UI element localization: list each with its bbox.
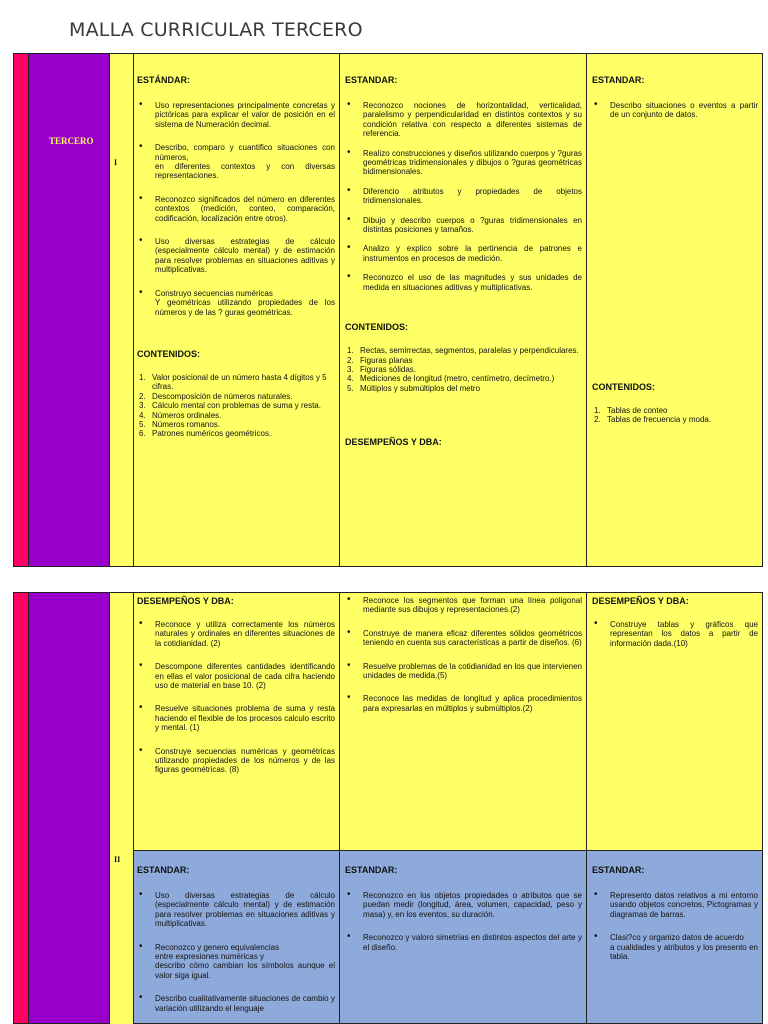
list-item: • Uso diversas estrategias de cálculo (especialmente cálculo mental) y de estimación para resolver problemas en situaciones aditivas y multiplicativas. [137,891,335,929]
list-item: • Descompone diferentes cantidades identificando en ellas el valor posicional de cada cifra haciendo uso de material en base 10. (2) [137,662,335,690]
standards-list [345,891,582,952]
list-item: 6. Patrones numéricos geométricos. [139,429,272,439]
list-item: • Uso representaciones principalmente concretas y pictóricas para explicar el valor de posición en el sistema de Numeración decimal. [137,101,335,129]
contents-header: CONTENIDOS: [592,381,655,392]
color-band-pink [13,592,29,1024]
standard-header: ESTANDAR: [137,865,190,875]
period-cell [110,53,134,567]
standard-header: ESTANDAR: [345,865,398,875]
standard-header: ESTANDAR: [592,75,645,85]
list-item: 4. Números ordinales. [139,410,222,420]
list-item: 1. Tablas de conteo [594,405,668,415]
performance-header: DESEMPEÑOS Y DBA: [137,596,234,606]
contents-header: CONTENIDOS: [345,322,408,333]
list-item: • Construye de manera eficaz diferentes sólidos geométricos teniendo en cuenta sus características a partir de diseños. (6) [345,629,582,648]
list-item: 2. Descomposición de números naturales. [139,391,293,401]
standards-list [592,891,758,961]
list-item: • Resuelve situaciones problema de suma y resta haciendo el flexible de los procesos calculo escrito y mental. (1) [137,704,335,732]
list-item: • Describo, comparo y cuantifico situaciones con números, en diferentes contextos y con diversas representaciones. [137,143,335,181]
list-item: 3. Cálculo mental con problemas de suma y resta. [139,401,321,411]
contents-list [592,406,758,425]
standard-data-cell-2 [587,850,763,1024]
list-item: • Reconoce y utiliza correctamente los números naturales y ordinales en diferentes situaciones de la cotidianidad. (2) [137,620,335,648]
list-item: • Reconozco y genero equivalencias entre expresiones numéricas y describo cómo cambian los símbolos aunque el valor siga igual. [137,943,335,981]
list-item: • Clasi?co y organizo datos de acuerdo a cualidades y atributos y los presento en tabla. [592,933,758,961]
list-item: • Analizo y explico sobre la pertinencia de patrones e instrumentos en procesos de medición. [345,244,582,263]
list-item: • Reconozco en los objetos propiedades o atributos que se puedan medir (longitud, área, volumen, capacidad, peso y masa) y, en los eventos, su duración. [345,891,582,919]
list-item: • Describo cualitativamente situaciones de cambio y variación utilizando el lenguaje [137,994,335,1013]
list-item: • Represento datos relativos a mi entorno usando objetos concretos, Pictogramas y diagramas de barras. [592,891,758,919]
list-item: • Realizo construcciones y diseños utilizando cuerpos y ?guras geométricas tridimensionales y dibujos o ?guras geométricas bidimensionales. [345,149,582,177]
list-item: • Resuelve problemas de la cotidianidad en los que intervienen unidades de medida.(5) [345,662,582,681]
list-item: • Reconozco y valoro simetrías en distintos aspectos del arte y el diseño. [345,933,582,952]
standard-numeric-cell-2 [134,850,340,1024]
list-item: • Construye secuencias numéricas y geométricas utilizando propiedades de los números y de las figuras geométricas. (8) [137,747,335,775]
standard-header: ESTANDAR: [345,75,398,85]
performance-header: DESEMPEÑOS Y DBA: [345,437,442,448]
list-item: 1. Valor posicional de un número hasta 4 dígitos y 5 cifras. [139,372,327,392]
standards-list [137,101,335,317]
performance-list [345,596,582,713]
data-thinking-column [587,53,763,567]
standards-list [592,101,758,120]
list-item: • Uso diversas estrategias de cálculo (especialmente cálculo mental) y de estimación para resolver problemas en situaciones aditivas y multiplicativas. [137,237,335,275]
spatial-thinking-column [340,53,587,567]
list-item: • Dibujo y describo cuerpos o ?guras tridimensionales en distintas posiciones y tamaños. [345,216,582,235]
performance-numeric-cell [134,592,340,851]
performance-list [592,620,758,648]
page-title: MALLA CURRICULAR TERCERO [69,19,363,41]
list-item: • Construyo secuencias numéricas Y geométricas utilizando propiedades de los números y de las ? guras geométricas. [137,289,335,317]
performance-list [137,620,335,775]
list-item: 5. Múltiplos y submúltiplos del metro [347,383,481,393]
list-item: • Reconozco significados del número en diferentes contextos (medición, conteo, comparación, codificación, localización entre otros). [137,195,335,223]
standard-header: ESTANDAR: [592,865,645,875]
standard-spatial-cell-2 [340,850,587,1024]
grade-label: TERCERO [49,136,94,146]
list-item: 1. Rectas, semirrectas, segmentos, paralelas y perpendiculares. [347,346,579,356]
period-cell [110,592,134,1024]
standards-list [137,891,335,1013]
performance-data-cell [587,592,763,851]
list-item: • Reconoce las medidas de longitud y aplica procedimientos para expresarlas en múltiplos y submúltiplos.(2) [345,694,582,713]
color-band-pink [13,53,29,567]
standards-list [345,101,582,292]
list-item: 2. Tablas de frecuencia y moda. [594,415,712,425]
standard-header: ESTÁNDAR: [137,75,190,85]
grade-cell [29,592,110,1024]
list-item: • Diferencio atributos y propiedades de objetos tridimensionales. [345,187,582,206]
contents-list [345,346,582,393]
list-item: • Describo situaciones o eventos a partir de un conjunto de datos. [592,101,758,120]
contents-list [137,373,335,439]
contents-header: CONTENIDOS: [137,348,200,359]
performance-header: DESEMPEÑOS Y DBA: [592,596,689,606]
list-item: • Reconozco nociones de horizontalidad, verticalidad, paralelismo y perpendicularidad en distintos contextos y su condición relativa con respecto a diferentes sistemas de referencia. [345,101,582,139]
list-item: 5. Números romanos. [139,419,221,429]
list-item: 3. Figuras sólidas. [347,364,417,374]
list-item: 2. Figuras planas [347,355,413,365]
list-item: • Construye tablas y gráficos que representan los datos a partir de información dada.(10) [592,620,758,648]
period-label-2: II [114,855,121,864]
list-item: • Reconoce los segmentos que forman una línea poligonal mediante sus dibujos y representaciones.(2) [345,596,582,615]
list-item: 4. Mediciones de longitud (metro, centímetro, decímetro.) [347,374,555,384]
grade-cell [29,53,110,567]
period-label-1: I [114,158,118,167]
numeric-thinking-column [134,53,340,567]
list-item: • Reconozco el uso de las magnitudes y sus unidades de medida en situaciones aditivas y multiplicativas. [345,273,582,292]
performance-spatial-cell [340,592,587,851]
curriculum-table-continued [13,592,758,1024]
curriculum-table-period-1 [13,53,758,567]
